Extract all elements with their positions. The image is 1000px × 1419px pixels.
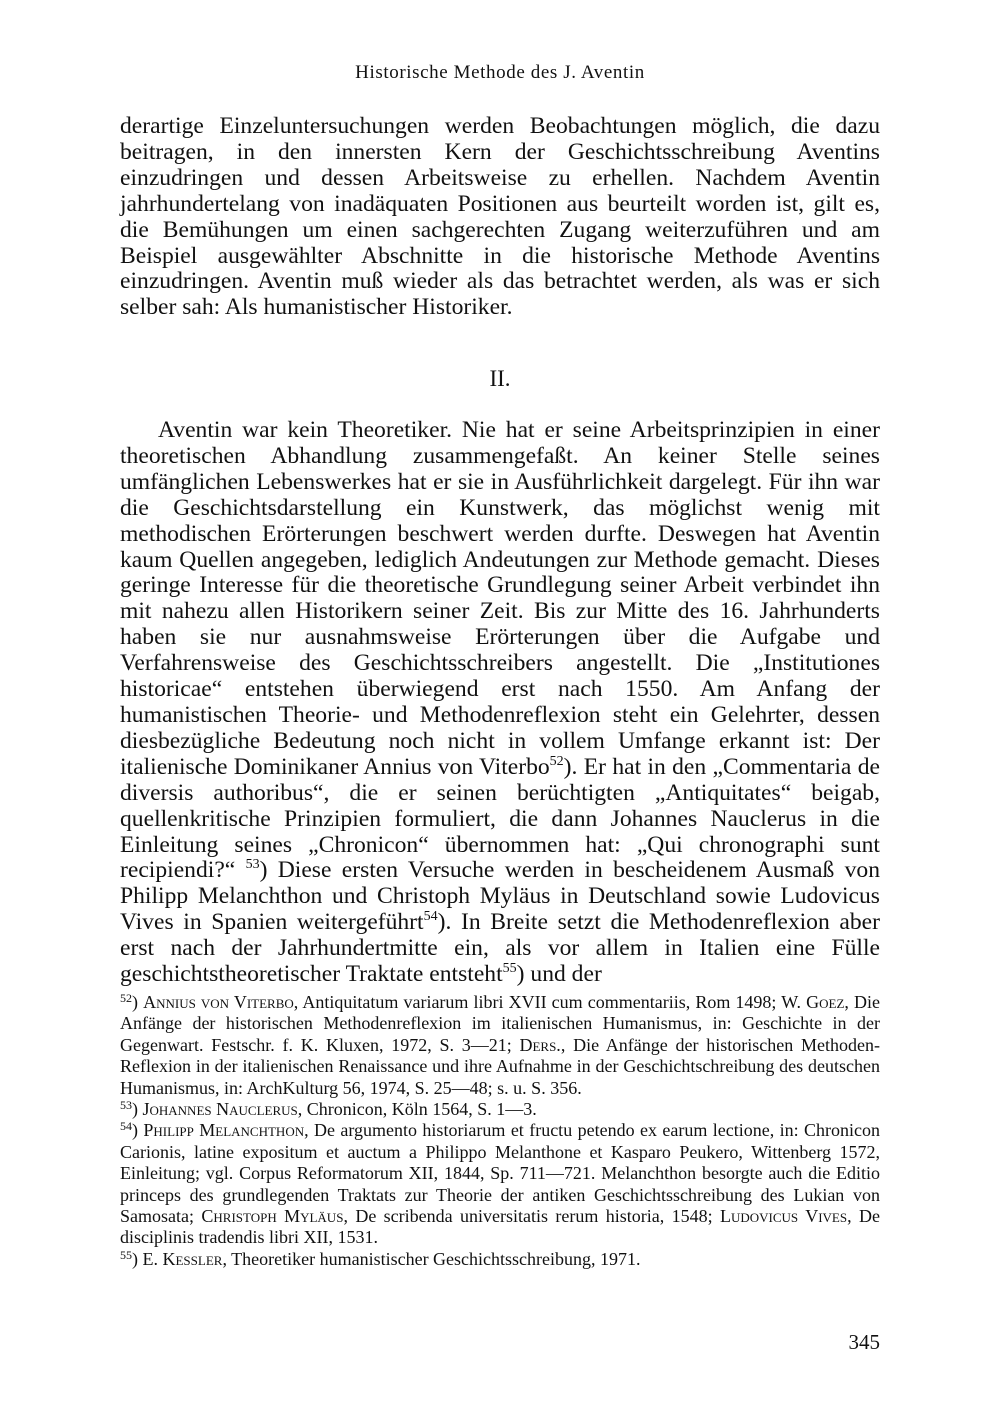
footnote-text: , De scribenda universitatis rerum historia, 1548;	[343, 1206, 720, 1227]
running-title: Historische Methode des J. Aventin	[355, 62, 645, 83]
footnote-reference: 55	[502, 961, 517, 977]
paragraph-text: ). Er hat in den „Commentaria de diversis authoribus“, die er seinen berüchtigten „Antiquitates“ beigab, quellenkritische Prinzipien formuliert, die dann Johannes Nauclerus in die Einleitung seines „Chronicon“ übernommen hat: „Qui chronographi sunt recipiendi?“	[120, 753, 880, 884]
footnote-author: Christoph Myläus	[201, 1206, 344, 1227]
footnote-52	[120, 992, 880, 1099]
section-paragraph	[120, 418, 880, 988]
footnote-author: Johannes Nauclerus	[142, 1099, 298, 1120]
footnote-number: 54	[120, 1119, 132, 1134]
footnote-text: , Die Anfänge der historischen Methoden-Reflexion in der italienischen Renaissance und ihre Aufnahme in der Geschichtschreibung des deutschen Humanismus, in: ArchKulturg 56, 1974, S. 25—48; s. u. S. 356.	[120, 1034, 880, 1098]
footnote-reference: 53	[245, 857, 260, 873]
footnote-text: , Theoretiker humanistischer Geschichtsschreibung, 1971.	[222, 1248, 641, 1269]
footnote-text: , Die Anfänge der historischen Methodenreflexion im italienischen Humanismus, in: Geschichte in der Gegenwart. Festschr. f. K. Kluxen, 1972, S. 3—21;	[120, 992, 880, 1055]
footnote-55	[120, 1249, 880, 1270]
paragraph-text: ) Diese ersten Versuche werden in bescheidenem Ausmaß von Philipp Melanchthon und Christoph Myläus in Deutschland sowie Ludovicus Vives in Spanien weitergeführt	[120, 857, 881, 936]
footnote-53	[120, 1099, 880, 1120]
paragraph-text: ) und der	[516, 961, 602, 988]
page-number: 345	[848, 1330, 880, 1354]
footnote-paren: )	[132, 1248, 138, 1269]
footnote-author: Ders.	[519, 1034, 561, 1055]
footnote-number: 55	[120, 1247, 132, 1262]
footnote-author: Goez	[806, 992, 845, 1012]
footnote-author: Ludovicus Vives	[720, 1206, 848, 1227]
footnotes	[120, 992, 880, 1270]
paragraph-text: ). In Breite setzt die Methodenreflexion aber erst nach der Jahrhundertmitte ein, als vor allem in Italien eine Fülle geschichtstheoretischer Traktate entsteht	[120, 909, 881, 988]
footnote-paren: )	[132, 1120, 138, 1141]
footnote-reference: 52	[549, 753, 564, 769]
footnote-text: , Chronicon, Köln 1564, S. 1—3.	[297, 1099, 537, 1120]
footnote-paren: )	[132, 1099, 138, 1120]
footnote-text: , De disciplinis tradendis libri XII, 1531.	[120, 1206, 880, 1248]
footnote-paren: )	[132, 992, 138, 1012]
footnote-text: , De argumento historiarum et fructu petendo ex earum lectione, in: Chronicon Carionis, latine expositum et auctum a Philippo Melanthone et Kasparo Peukero, Wittenberg 1572, Einleitung; vgl. Corpus Reformatorum XII, 1844, Sp. 711—721. Melanchthon besorgte auch die Editio princeps des grundlegenden Traktats zur Theorie der antiken Geschichtsschreibung des Lukian von Samosata;	[120, 1120, 880, 1227]
footnote-reference: 54	[423, 909, 438, 925]
paragraph-text: Aventin war kein Theoretiker. Nie hat er seine Arbeitsprinzipien in einer theoretischen Abhandlung zusammengefaßt. An keiner Stelle seines umfänglichen Lebenswerkes hat er sie in Ausführlichkeit dargelegt. Für ihn war die Geschichtsdarstellung ein Kunstwerk, das möglichst wenig mit methodischen Erörterungen beschwert werden durfte. Deswegen hat Aventin kaum Quellen angegeben, lediglich Andeutungen zur Methode gemacht. Dieses geringe Interesse für die theoretische Grundlegung seiner Arbeit verbindet ihn mit nahezu allen Historikern seiner Zeit. Bis zur Mitte des 16. Jahrhunderts haben sie nur ausnahmsweise Erörterungen über die Aufgabe und Verfahrensweise des Geschichtsschreibers angestellt. Die „Institutiones historicae“ entstehen überwiegend erst nach 1550. Am Anfang der humanistischen Theorie- und Methodenreflexion steht ein Gelehrter, dessen diesbezügliche Bedeutung noch nicht in vollem Umfange erkannt ist: Der italienische Dominikaner Annius von Viterbo	[120, 417, 880, 780]
footnote-text: , Antiquitatum variarum libri XVII cum commentariis, Rom 1498; W.	[293, 992, 807, 1012]
footnote-number: 52	[120, 991, 132, 1005]
footnote-author: Annius von Viterbo	[143, 992, 294, 1012]
footnote-author: Philipp Melanchthon	[143, 1120, 305, 1141]
footnote-number: 53	[120, 1098, 132, 1113]
footnote-54	[120, 1120, 880, 1248]
footnote-author: E. Kessler	[142, 1248, 223, 1269]
intro-paragraph: derartige Einzeluntersuchungen werden Beobachtungen möglich, die dazu beitragen, in den innersten Kern der Geschichtsschreibung Aventins einzudringen und dessen Arbeitsweise zu erhellen. Nachdem Aventin jahrhundertelang von inadäquaten Positionen aus beurteilt worden ist, gilt es, die Bemühungen um einen sachgerechten Zugang weiterzuführen und am Beispiel ausgewählter Abschnitte in die historische Methode Aventins einzudringen. Aventin muß wieder als das betrachtet werden, als was er sich selber sah: Als humanistischer Historiker.	[120, 113, 880, 321]
section-heading: II.	[489, 366, 511, 391]
